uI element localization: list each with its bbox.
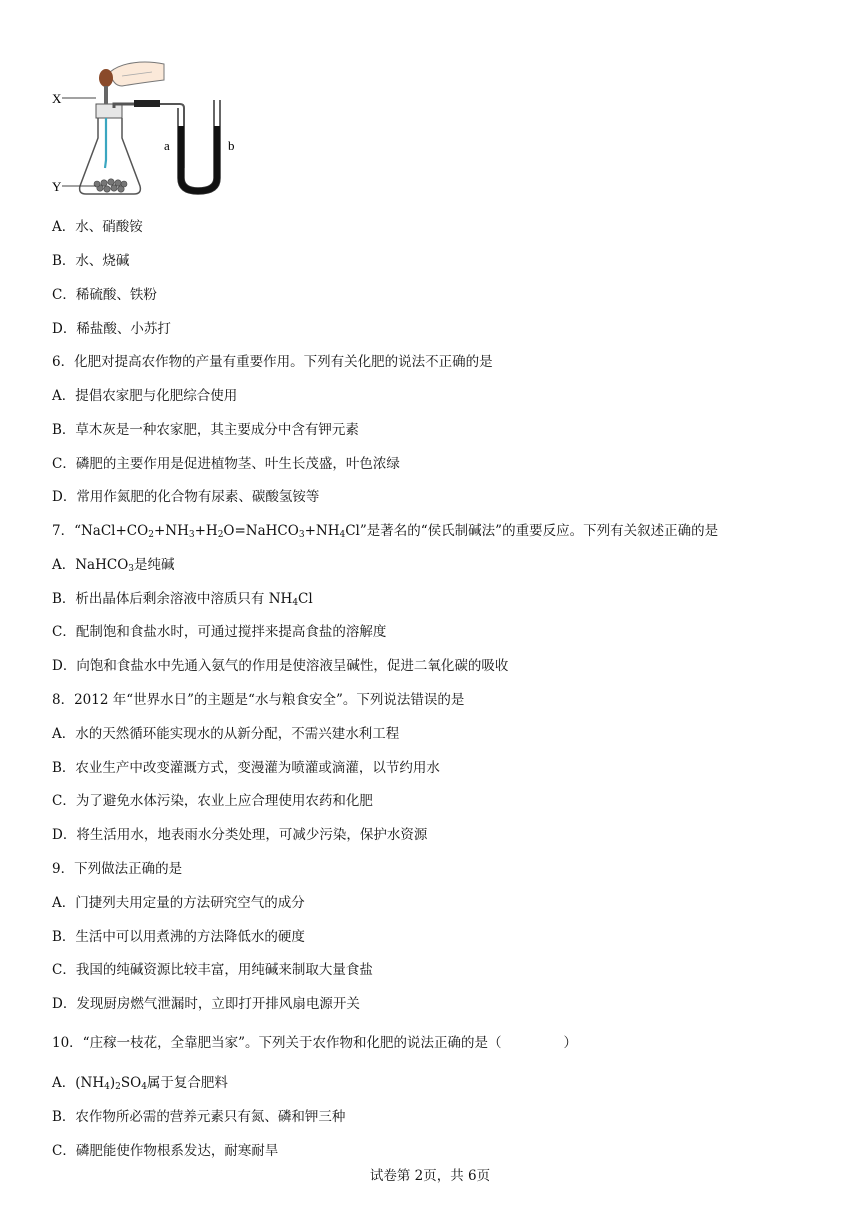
q8-option-c: C．为了避免水体污染，农业上应合理使用农药和化肥: [52, 793, 373, 809]
q8-option-a: A．水的天然循环能实现水的从新分配，不需兴建水利工程: [52, 726, 400, 742]
q9-option-c: C．我国的纯碱资源比较丰富，用纯碱来制取大量食盐: [52, 962, 373, 978]
q5-option-c: C．稀硫酸、铁粉: [52, 287, 157, 303]
q7-option-b: B．析出晶体后剩余溶液中溶质只有 $NH_4Cl$: [52, 591, 313, 608]
stopper: [96, 104, 122, 118]
label-a: a: [164, 138, 170, 153]
q9-stem: 9．下列做法正确的是: [52, 861, 183, 877]
label-x: X: [52, 91, 62, 106]
q5-option-a: A．水、硝酸铵: [52, 219, 143, 235]
q5-option-b: B．水、烧碱: [52, 253, 130, 269]
q9-option-d: D．发现厨房燃气泄漏时，立即打开排风扇电源开关: [52, 996, 360, 1012]
dropper-bulb: [99, 69, 113, 87]
q6-option-b: B．草木灰是一种农家肥，其主要成分中含有钾元素: [52, 422, 359, 438]
q10-stem: 10．“庄稼一枝花，全靠肥当家”。下列关于农作物和化肥的说法正确的是（ ）: [52, 1035, 577, 1051]
q8-option-d: D．将生活用水，地表雨水分类处理，可减少污染，保护水资源: [52, 827, 428, 843]
q7-option-c: C．配制饱和食盐水时，可通过搅拌来提高食盐的溶解度: [52, 624, 387, 640]
solid-particles: [94, 179, 127, 192]
q9-option-a: A．门捷列夫用定量的方法研究空气的成分: [52, 895, 305, 911]
apparatus-diagram: [52, 58, 252, 204]
q6-option-c: C．磷肥的主要作用是促进植物茎、叶生长茂盛，叶色浓绿: [52, 456, 400, 472]
q6-option-a: A．提倡农家肥与化肥综合使用: [52, 388, 238, 404]
q7-option-d: D．向饱和食盐水中先通入氨气的作用是使溶液呈碱性，促进二氧化碳的吸收: [52, 658, 509, 674]
q10-option-b: B．农作物所必需的营养元素只有氮、磷和钾三种: [52, 1109, 346, 1125]
q10-option-a: A．$(NH_4)_2SO_4$属于复合肥料: [52, 1075, 228, 1092]
q8-stem: 8．2012 年“世界水日”的主题是“水与粮食安全”。下列说法错误的是: [52, 692, 465, 708]
q10-option-c: C．磷肥能使作物根系发达，耐寒耐旱: [52, 1143, 279, 1159]
rubber-connector: [134, 100, 160, 107]
page-footer: 试卷第 2页，共 6页: [369, 1168, 491, 1184]
q5-option-d: D．稀盐酸、小苏打: [52, 321, 171, 337]
label-b: b: [228, 138, 235, 153]
q6-stem: 6．化肥对提高农作物的产量有重要作用。下列有关化肥的说法不正确的是: [52, 354, 493, 370]
q7-option-a: A．NaHCO$_3$是纯碱: [52, 557, 175, 574]
apparatus-figure: [52, 58, 252, 204]
q6-option-d: D．常用作氮肥的化合物有尿素、碳酸氢铵等: [52, 489, 320, 505]
q9-option-b: B．生活中可以用煮沸的方法降低水的硬度: [52, 929, 305, 945]
q8-option-b: B．农业生产中改变灌溉方式，变漫灌为喷灌或滴灌，以节约用水: [52, 760, 440, 776]
label-y: Y: [52, 179, 62, 194]
dropper-tip: [105, 118, 106, 168]
u-tube-inner: [184, 100, 214, 188]
q7-stem: 7．“$NaCl+CO_2+NH_3+H_2O=NaHCO_3+NH_4Cl$”是著名的“侯氏制碱法”的重要反应。下列有关叙述正确的是: [52, 523, 719, 540]
